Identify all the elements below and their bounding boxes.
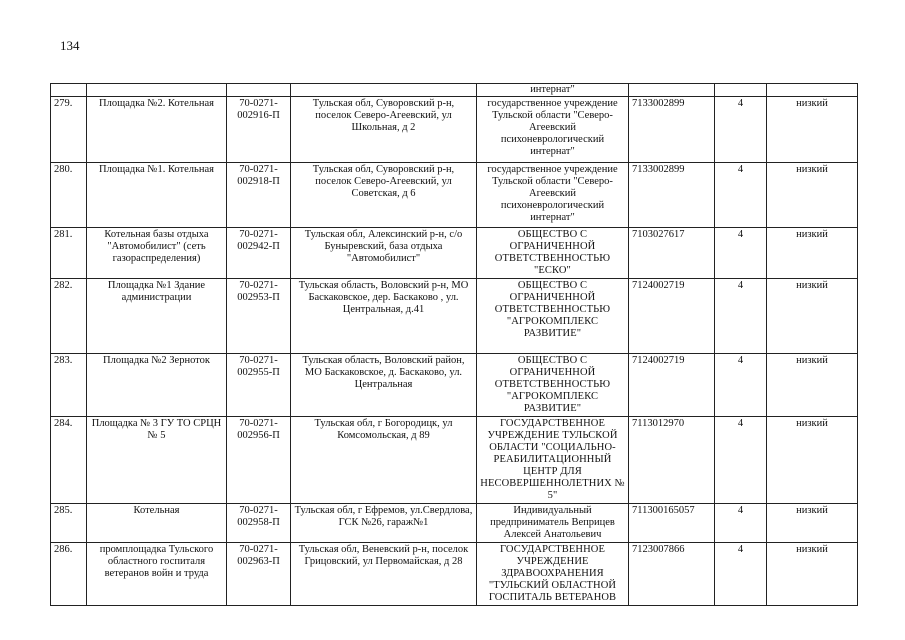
organization: государственное учреждение Тульской области "Северо-Агеевский психоневрологический интернат"	[477, 97, 629, 163]
risk-level: низкий	[767, 354, 858, 417]
category: 4	[715, 417, 767, 504]
site-code: 70-0271-002956-П	[227, 417, 291, 504]
row-number: 281.	[51, 228, 87, 279]
site-code: 70-0271-002953-П	[227, 279, 291, 354]
table-row	[51, 163, 858, 228]
site-name: Котельная базы отдыха "Автомобилист" (сеть газораспределения)	[87, 228, 227, 279]
site-name: Площадка №1 Здание администрации	[87, 279, 227, 354]
table-row	[51, 279, 858, 354]
inn: 711300165057	[629, 504, 715, 543]
site-address: Тульская обл, г Ефремов, ул.Свердлова, ГСК №26, гараж№1	[291, 504, 477, 543]
category: 4	[715, 228, 767, 279]
site-name: Площадка № 3 ГУ ТО СРЦН № 5	[87, 417, 227, 504]
category: 4	[715, 279, 767, 354]
site-address: Тульская область, Воловский р-н, МО Баскаковское, дер. Баскаково , ул. Центральная, д.41	[291, 279, 477, 354]
org-cell: интернат"	[477, 84, 629, 97]
site-name: Площадка №2 Зерноток	[87, 354, 227, 417]
risk-level: низкий	[767, 543, 858, 606]
row-number: 286.	[51, 543, 87, 606]
site-address: Тульская обл, Веневский р-н, поселок Грицовский, ул Первомайская, д 28	[291, 543, 477, 606]
organization: ОБЩЕСТВО С ОГРАНИЧЕННОЙ ОТВЕТСТВЕННОСТЬЮ "ЕСКО"	[477, 228, 629, 279]
table-row	[51, 228, 858, 279]
inn: 7133002899	[629, 163, 715, 228]
organization: Индивидуальный предприниматель Веприцев Алексей Анатольевич	[477, 504, 629, 543]
risk-level: низкий	[767, 163, 858, 228]
page-number: 134	[60, 38, 80, 53]
table-row	[51, 543, 858, 606]
inn: 7124002719	[629, 354, 715, 417]
category: 4	[715, 504, 767, 543]
site-address: Тульская обл, Суворовский р-н, поселок Северо-Агеевский, ул Советская, д 6	[291, 163, 477, 228]
site-name: промплощадка Тульского областного госпиталя ветеранов войн и труда	[87, 543, 227, 606]
category: 4	[715, 97, 767, 163]
row-number: 282.	[51, 279, 87, 354]
category: 4	[715, 543, 767, 606]
site-code: 70-0271-002942-П	[227, 228, 291, 279]
table-row	[51, 97, 858, 163]
site-code: 70-0271-002958-П	[227, 504, 291, 543]
row-number: 280.	[51, 163, 87, 228]
risk-level: низкий	[767, 417, 858, 504]
risk-level: низкий	[767, 97, 858, 163]
organization: ГОСУДАРСТВЕННОЕ УЧРЕЖДЕНИЕ ЗДРАВООХРАНЕНИЯ "ТУЛЬСКИЙ ОБЛАСТНОЙ ГОСПИТАЛЬ ВЕТЕРАНОВ	[477, 543, 629, 606]
site-code: 70-0271-002916-П	[227, 97, 291, 163]
organization: ОБЩЕСТВО С ОГРАНИЧЕННОЙ ОТВЕТСТВЕННОСТЬЮ "АГРОКОМПЛЕКС РАЗВИТИЕ"	[477, 279, 629, 354]
inn: 7123007866	[629, 543, 715, 606]
site-name: Площадка №2. Котельная	[87, 97, 227, 163]
continuation-row	[51, 84, 858, 97]
registry-table	[50, 83, 858, 606]
site-code: 70-0271-002918-П	[227, 163, 291, 228]
risk-level: низкий	[767, 504, 858, 543]
inn: 7103027617	[629, 228, 715, 279]
table-row	[51, 417, 858, 504]
inn: 7113012970	[629, 417, 715, 504]
table-row	[51, 354, 858, 417]
organization: ОБЩЕСТВО С ОГРАНИЧЕННОЙ ОТВЕТСТВЕННОСТЬЮ "АГРОКОМПЛЕКС РАЗВИТИЕ"	[477, 354, 629, 417]
site-address: Тульская обл, г Богородицк, ул Комсомольская, д 89	[291, 417, 477, 504]
site-code: 70-0271-002963-П	[227, 543, 291, 606]
row-number: 283.	[51, 354, 87, 417]
table-row	[51, 504, 858, 543]
organization: государственное учреждение Тульской области "Северо-Агеевский психоневрологический интернат"	[477, 163, 629, 228]
row-number: 279.	[51, 97, 87, 163]
site-address: Тульская обл, Алексинский р-н, с/о Буныревский, база отдыха "Автомобилист"	[291, 228, 477, 279]
site-name: Площадка №1. Котельная	[87, 163, 227, 228]
row-number: 284.	[51, 417, 87, 504]
site-code: 70-0271-002955-П	[227, 354, 291, 417]
inn: 7133002899	[629, 97, 715, 163]
category: 4	[715, 354, 767, 417]
site-address: Тульская область, Воловский район, МО Баскаковское, д. Баскаково, ул. Центральная	[291, 354, 477, 417]
category: 4	[715, 163, 767, 228]
risk-level: низкий	[767, 279, 858, 354]
row-number: 285.	[51, 504, 87, 543]
site-name: Котельная	[87, 504, 227, 543]
risk-level: низкий	[767, 228, 858, 279]
inn: 7124002719	[629, 279, 715, 354]
site-address: Тульская обл, Суворовский р-н, поселок Северо-Агеевский, ул Школьная, д 2	[291, 97, 477, 163]
organization: ГОСУДАРСТВЕННОЕ УЧРЕЖДЕНИЕ ТУЛЬСКОЙ ОБЛАСТИ "СОЦИАЛЬНО-РЕАБИЛИТАЦИОННЫЙ ЦЕНТР ДЛЯ НЕСОВЕРШЕННОЛЕТНИХ № 5"	[477, 417, 629, 504]
